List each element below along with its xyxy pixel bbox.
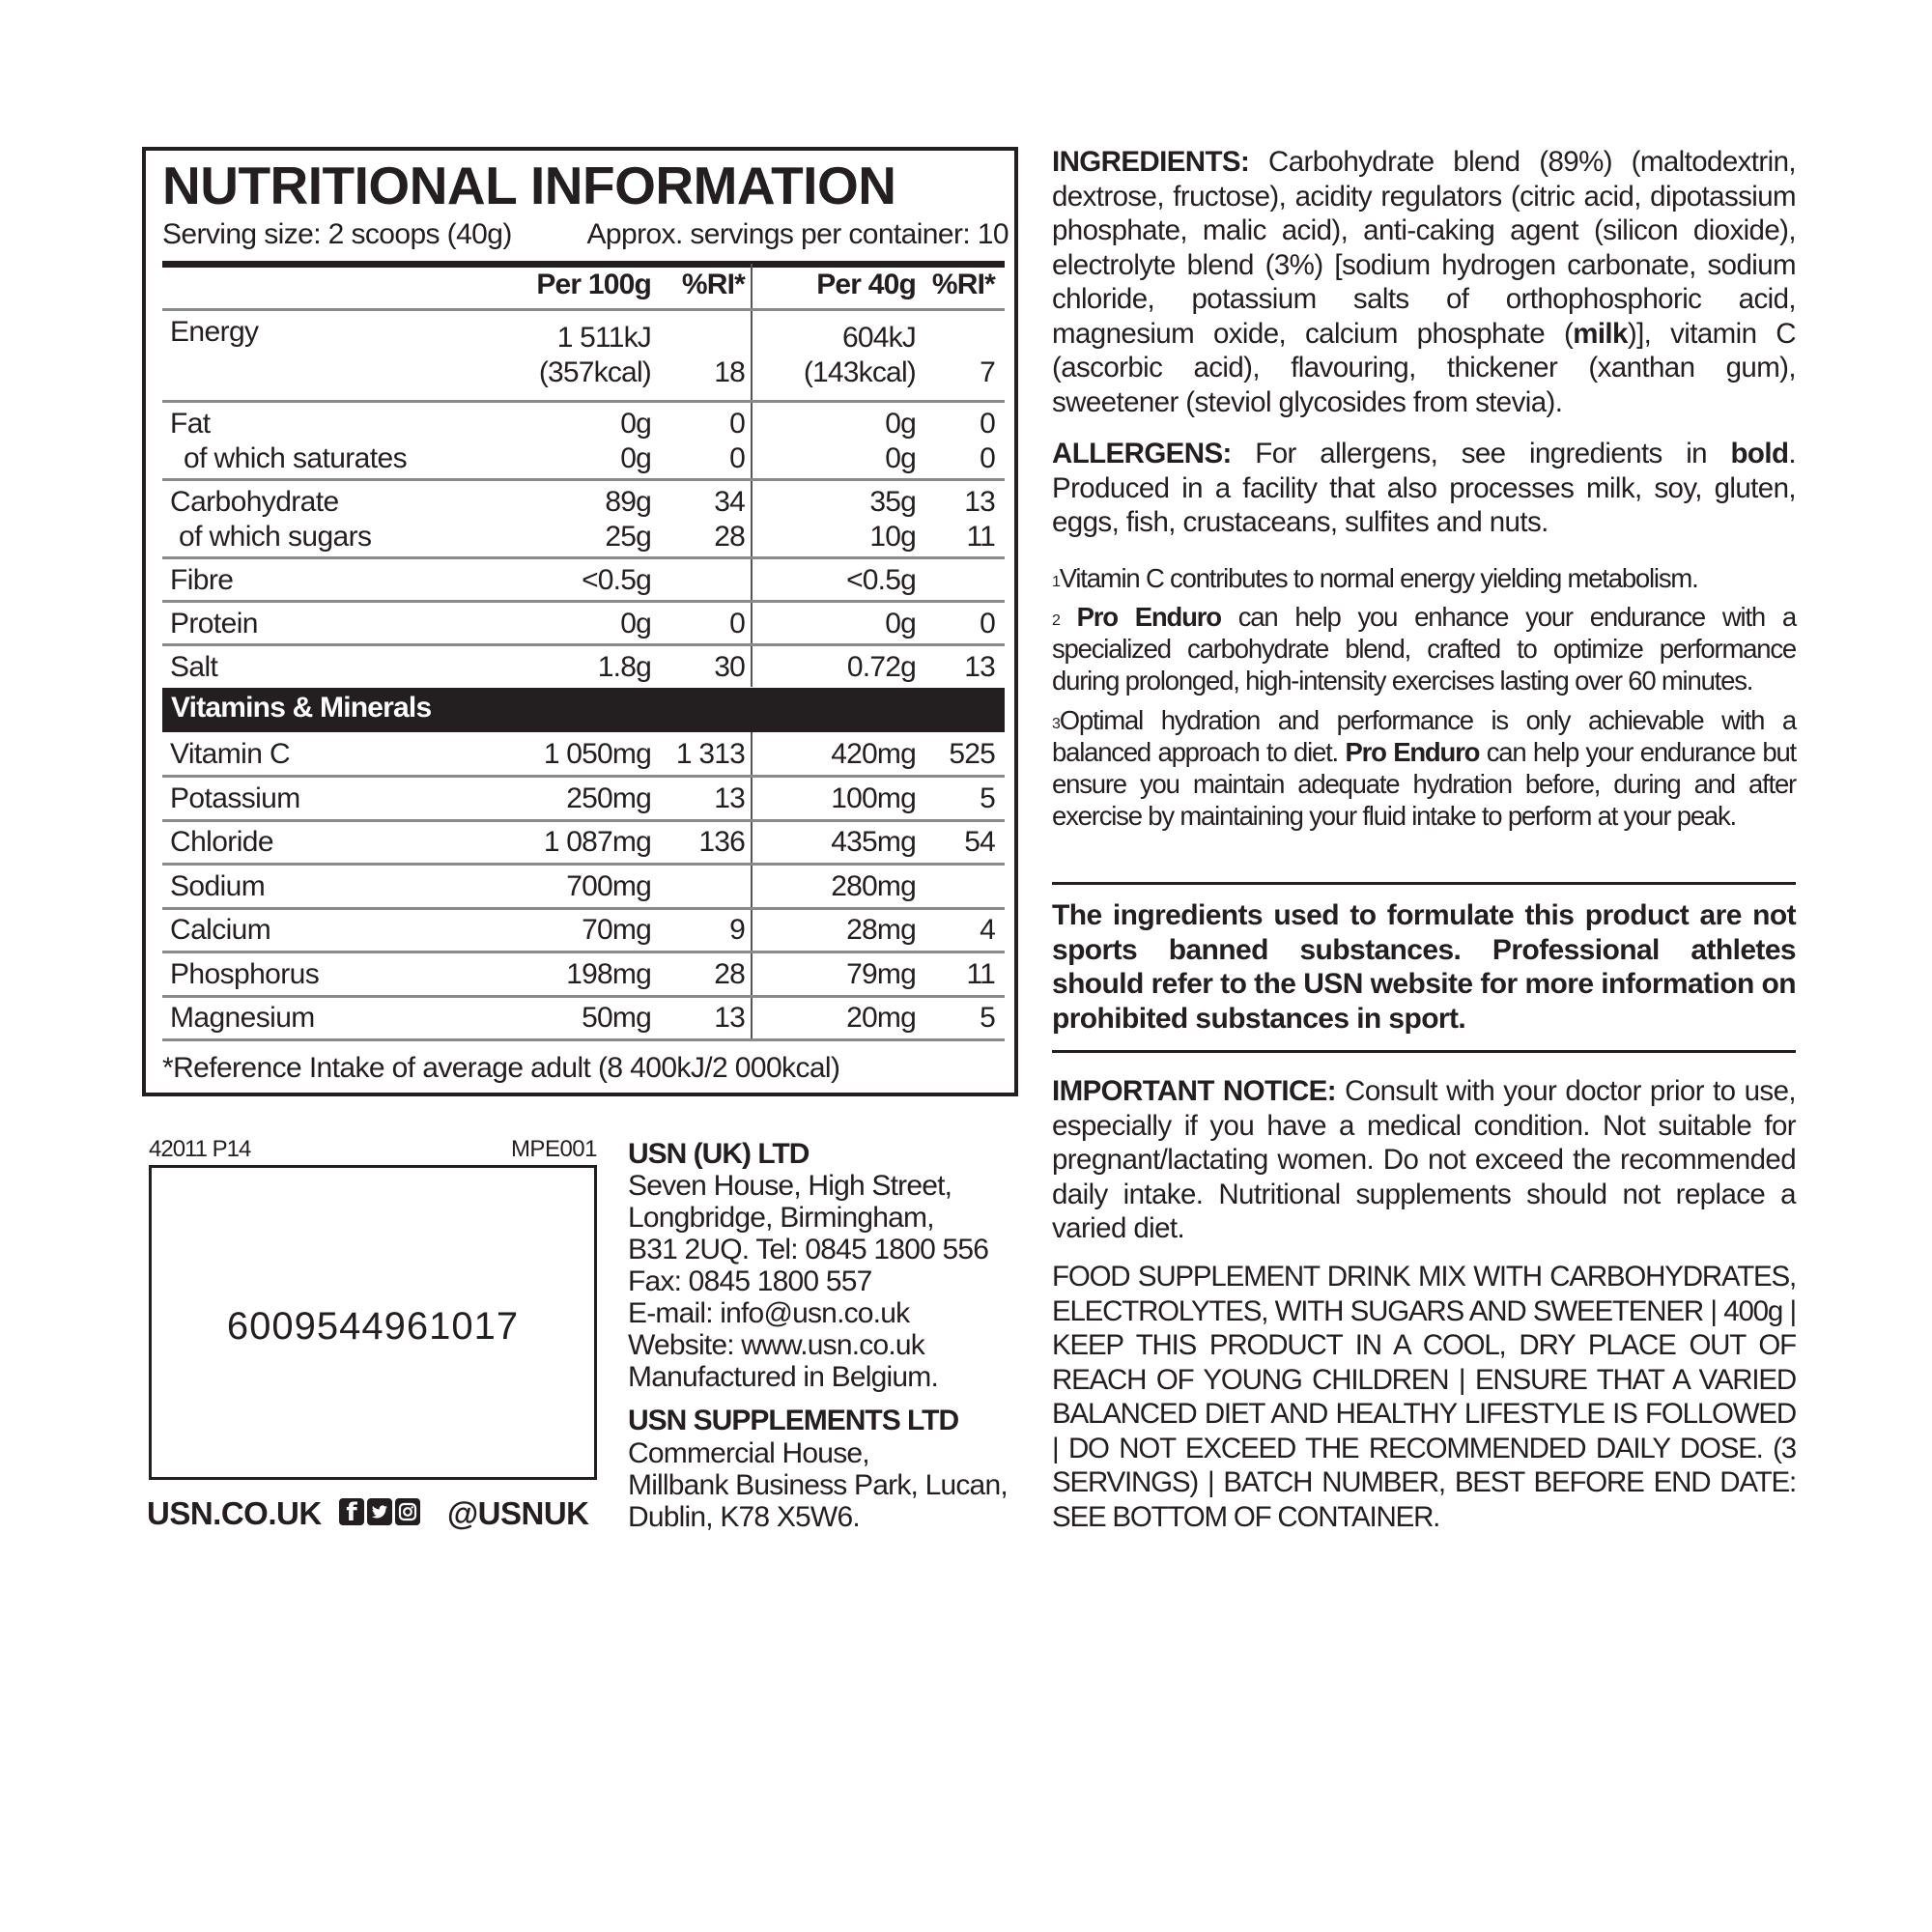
allergens-text-end: . Produced in a facility that also processes milk, soy, gluten, eggs, fish, crustaceans, sulfites and nuts. [1052,438,1796,538]
important-notice-label: IMPORTANT NOTICE: [1052,1075,1336,1107]
food-supplement-statement: FOOD SUPPLEMENT DRINK MIX WITH CARBOHYDRATES, ELECTROLYTES, WITH SUGARS AND SWEETENER | 400g | KEEP THIS PRODUCT IN A COOL, DRY PLACE OUT OF REACH OF YOUNG CHILDREN | ENSURE THAT A VARIED BALANCED DIET AND HEALTHY LIFESTYLE IS FOLLOWED | DO NOT EXCEED THE RECOMMENDED DAILY DOSE. (3 SERVINGS) | BATCH NUMBER, BEST BEFORE END DATE: SEE BOTTOM OF CONTAINER. [1052,1261,1796,1533]
allergen-milk: milk [1573,317,1628,350]
header-rule [162,261,1005,268]
mineral-value: 1 050mg [543,738,651,770]
mineral-value: 70mg [582,914,651,946]
row-rule [162,863,1005,866]
product-code: 42011 P14 [149,1136,251,1162]
nutrient-value: 25g [605,521,651,553]
mineral-ri: 5 [980,1002,995,1034]
nutrient-ri: 0 [729,608,745,639]
mineral-value: 435mg [831,826,916,858]
social-handle[interactable]: @USNUK [447,1495,589,1531]
header-ri-100g: %RI* [681,269,745,300]
nutrient-ri: 28 [714,521,745,553]
footnote-2 [1052,601,1796,696]
nutrient-value: (143kcal) [803,356,916,388]
mineral-ri: 9 [729,914,745,946]
mineral-value: 1 087mg [543,826,651,858]
mineral-value: 420mg [831,738,916,770]
nutrient-value: 1.8g [597,651,651,683]
twitter-icon[interactable] [367,1498,392,1525]
nutrient-value: 0g [620,408,651,440]
mineral-label: Phosphorus [170,958,320,990]
nutrient-value: <0.5g [846,564,916,596]
important-notice [1052,1074,1796,1246]
row-rule [162,600,1005,603]
mineral-label: Vitamin C [170,738,291,770]
row-rule [162,819,1005,822]
nutrient-ri: 13 [964,651,995,683]
nutrient-value: 0.72g [846,651,916,683]
nutrient-value: 604kJ [841,322,916,354]
email-link[interactable]: E-mail: info@usn.co.uk [628,1297,910,1329]
column-divider [751,264,753,687]
footnote-text: Optimal hydration and performance is only achievable with a balanced approach to diet. [1052,705,1796,767]
header-ri-40g: %RI* [931,269,995,300]
mineral-label: Potassium [170,782,300,814]
footnote-text: Vitamin C contributes to normal energy yielding metabolism. [1059,563,1698,593]
nutrient-ri: 0 [729,408,745,440]
website-link[interactable]: USN.CO.UK [147,1495,322,1531]
row-rule [162,1038,1005,1041]
ingredients-label: INGREDIENTS: [1052,146,1250,178]
nutrient-value: 0g [885,442,916,474]
footnote-marker: 3 [1052,716,1060,732]
mineral-label: Chloride [170,826,273,858]
mineral-value: 100mg [831,782,916,814]
mineral-ri: 13 [714,782,745,814]
ingredients-text: Carbohydrate blend (89%) (maltodextrin, dextrose, fructose), acidity regulators (citric acid, dipotassium phosphate, malic acid), anti-caking agent (silicon dioxide), electrolyte blend (3%) [sodium hydrogen carbonate, sodium chloride, potassium salts of orthophosphoric acid, magnesium oxide, calcium phosphate ( [1052,146,1796,350]
footnote-3 [1052,704,1796,832]
nutrient-label: Protein [170,608,258,639]
address-line: Manufactured in Belgium. [628,1361,938,1393]
nutrient-ri: 34 [714,486,745,518]
company-name: USN (UK) LTD [628,1138,810,1170]
ingredients-paragraph [1052,145,1796,419]
section-divider [1052,882,1796,885]
company-name: USN SUPPLEMENTS LTD [628,1405,959,1436]
footnote-marker: 1 [1052,574,1060,590]
mineral-ri: 13 [714,1002,745,1034]
nutrient-ri: 11 [966,521,995,553]
mineral-value: 700mg [566,870,651,902]
nutrient-value: 0g [885,408,916,440]
mineral-value: 50mg [582,1002,651,1034]
nutrient-ri: 0 [980,608,995,639]
ingredients-text-end: )], vitamin C (ascorbic acid), flavouring, thickener (xanthan gum), sweetener (steviol glycosides from stevia). [1052,317,1796,418]
row-rule [162,478,1005,481]
mineral-ri: 4 [980,914,995,946]
mineral-ri: 54 [964,826,995,858]
row-rule [162,400,1005,403]
nutrient-value: 0g [620,442,651,474]
address-line: Commercial House, [628,1437,869,1469]
mineral-label: Magnesium [170,1002,315,1034]
row-rule [162,556,1005,559]
mineral-value: 20mg [846,1002,916,1034]
nutrient-ri: 0 [980,442,995,474]
footnote-text: can help you enhance your endurance with a specialized carbohydrate blend, crafted to optimize performance during prolonged, high-intensity exercises lasting over 60 minutes. [1052,602,1796,696]
nutrient-label: Salt [170,651,218,683]
nutrient-value: 35g [869,486,916,518]
instagram-icon[interactable] [395,1498,420,1525]
footnote-marker: 2 [1052,612,1060,629]
mineral-value: 79mg [846,958,916,990]
mineral-value: 250mg [566,782,651,814]
mineral-ri: 1 313 [675,738,745,770]
banned-substances-notice: The ingredients used to formulate this product are not sports banned substances. Professional athletes should refer to the USN website for more information on prohibited substances in sport. [1052,899,1796,1035]
mineral-ri: 525 [949,738,995,770]
mineral-label: Calcium [170,914,271,946]
allergens-label: ALLERGENS: [1052,438,1232,469]
row-rule [162,951,1005,953]
vitamins-minerals-heading: Vitamins & Minerals [171,692,432,724]
row-rule [162,907,1005,910]
mineral-ri: 11 [966,958,995,990]
servings-per-container: Approx. servings per container: 10 [586,218,1009,250]
nutrient-ri: 0 [980,408,995,440]
row-rule [162,643,1005,646]
nutrient-value: 10g [869,521,916,553]
barcode-number: 6009544961017 [226,1305,520,1348]
address-line: Seven House, High Street, [628,1170,952,1202]
product-name: Pro Enduro [1076,602,1221,632]
address-line: Millbank Business Park, Lucan, [628,1469,1008,1501]
mineral-value: 28mg [846,914,916,946]
footnote-text-end: can help your endurance but ensure you maintain adequate hydration before, during and after exercise by maintaining your fluid intake to perform at your peak. [1052,737,1796,831]
nutrient-ri: 30 [714,651,745,683]
nutrient-ri: 0 [729,442,745,474]
nutrient-value: 1 511kJ [556,322,651,354]
website-line[interactable]: Website: www.usn.co.uk [628,1329,924,1361]
product-code-secondary: MPE001 [510,1136,597,1162]
nutrient-ri: 7 [980,356,995,388]
nutrient-value: <0.5g [582,564,651,596]
nutrient-value: 89g [605,486,651,518]
row-rule [162,308,1005,311]
row-rule [162,995,1005,998]
address-line: Dublin, K78 X5W6. [628,1501,860,1533]
nutrient-label: Fibre [170,564,234,596]
allergens-text: For allergens, see ingredients in [1255,438,1707,469]
address-line: Fax: 0845 1800 557 [628,1265,872,1297]
nutrient-value: 0g [620,608,651,639]
allergens-bold-word: bold [1730,438,1789,469]
nutrient-label: Carbohydrate [170,486,339,518]
mineral-value: 280mg [831,870,916,902]
header-per-100g: Per 100g [536,269,651,300]
facebook-icon[interactable]: f [339,1498,364,1525]
mineral-label: Sodium [170,870,266,902]
nutrient-label: Energy [170,316,259,348]
address-line: Longbridge, Birmingham, [628,1202,934,1234]
mineral-ri: 5 [980,782,995,814]
footnote-1 [1052,562,1796,594]
nutrient-ri: 18 [714,356,745,388]
serving-size: Serving size: 2 scoops (40g) [162,218,512,250]
nutrient-ri: 13 [964,486,995,518]
column-divider [751,732,753,1039]
reference-intake-note: *Reference Intake of average adult (8 400kJ/2 000kcal) [162,1052,840,1084]
nutrition-title: NUTRITIONAL INFORMATION [162,156,896,215]
important-notice-text: Consult with your doctor prior to use, especially if you have a medical condition. Not suitable for pregnant/lactating women. Do not exceed the recommended daily intake. Nutritional supplements should not replace a varied diet. [1052,1075,1796,1244]
address-line: B31 2UQ. Tel: 0845 1800 556 [628,1234,989,1265]
product-name: Pro Enduro [1345,737,1480,767]
nutrient-label: of which sugars [179,521,372,553]
nutrient-label: Fat [170,408,211,440]
mineral-ri: 28 [714,958,745,990]
section-divider [1052,1050,1796,1053]
allergens-paragraph [1052,437,1796,540]
row-rule [162,775,1005,778]
mineral-value: 198mg [566,958,651,990]
nutrient-value: (357kcal) [538,356,651,388]
nutrient-value: 0g [885,608,916,639]
header-per-40g: Per 40g [816,269,916,300]
nutrient-label: of which saturates [184,442,407,474]
mineral-ri: 136 [698,826,745,858]
